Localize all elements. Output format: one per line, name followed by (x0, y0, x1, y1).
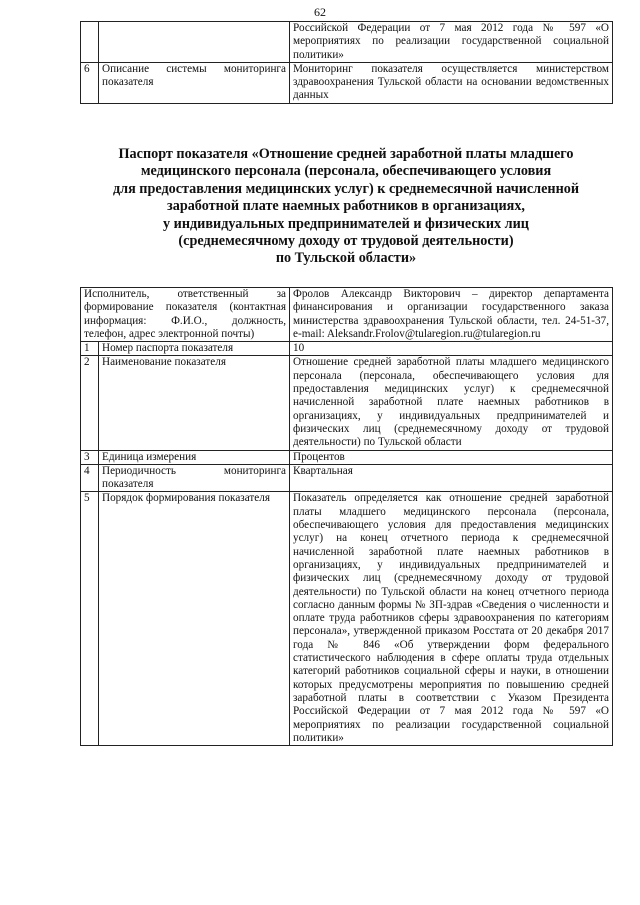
row-label: Описание системы мониторинга показателя (99, 62, 290, 103)
row-number: 2 (81, 356, 99, 450)
title-line: Паспорт показателя «Отношение средней заработной платы младшего (118, 146, 574, 162)
row-number: 4 (81, 464, 99, 492)
table-row (81, 464, 613, 492)
table-row (81, 356, 613, 450)
table-row (81, 450, 613, 464)
row-label (99, 22, 290, 63)
passport-table (80, 287, 613, 746)
row-label: Периодичность мониторинга показателя (99, 464, 290, 492)
table-row (81, 62, 613, 103)
continued-table (80, 21, 613, 104)
table-row (81, 22, 613, 63)
title-line: (среднемесячному доходу от трудовой деятельности) (178, 233, 514, 250)
row-label: Порядок формирования показателя (99, 492, 290, 746)
executor-label: Исполнитель, ответственный за формирование показателя (контактная информация: Ф.И.О., должность, телефон, адрес электронной почты) (81, 288, 290, 342)
page-number: 62 (314, 5, 326, 19)
row-label: Единица измерения (99, 450, 290, 464)
table-row (81, 342, 613, 356)
title-line: медицинского персонала (персонала, обеспечивающего условия (140, 163, 552, 180)
row-value: Отношение средней заработной платы младшего медицинского персонала (персонала, обеспечивающего условия для предоставления медицинских услуг) к среднемесячной начисленной заработной плате наемных работников в организациях, у индивидуальных предпринимателей и физических лиц (среднемесячному доходу от трудовой деятельности) по Тульской области (290, 356, 613, 450)
passport-title (80, 146, 612, 268)
row-value: 10 (290, 342, 613, 356)
row-value: Процентов (290, 450, 613, 464)
title-line: для предоставления медицинских услуг) к среднемесячной начисленной (112, 180, 580, 197)
row-number: 6 (81, 62, 99, 103)
row-value: Квартальная (290, 464, 613, 492)
table-row-executor (81, 288, 613, 342)
title-line: заработной плате наемных работников в организациях, (167, 198, 525, 215)
row-value: Показатель определяется как отношение средней заработной платы младшего медицинского персонала (персонала, обеспечивающего условия для предоставления медицинских услуг) на конец отчетного периода к среднемесячной начисленной заработной плате наемных работников в организациях, у индивидуальных предпринимателей и физических лиц (среднемесячному доходу от трудовой деятельности) по Тульской области на конец отчетного периода согласно данным формы № ЗП-здрав «Сведения о численности и оплате труда работников сферы здравоохранения по категориям персонала», утвержденной приказом Росстата от 20 декабря 2017 года № 846 «Об утверждении форм федерального статистического наблюдения в сфере оплаты труда отдельных категорий работников социальной сферы и науки, в отношении которых предусмотрены мероприятия по повышению средней заработной платы в соответствии с Указом Президента Российской Федерации от 7 мая 2012 года № 597 «О мероприятиях по реализации государственной социальной политики» (290, 492, 613, 746)
row-value: Российской Федерации от 7 мая 2012 года № 597 «О мероприятиях по реализации государственной социальной политики» (290, 22, 613, 63)
row-number: 3 (81, 450, 99, 464)
row-value: Мониторинг показателя осуществляется министерством здравоохранения Тульской области на основании ведомственных данных (290, 62, 613, 103)
executor-value: Фролов Александр Викторович – директор департамента финансирования и организации государственного заказа министерства здравоохранения Тульской области, тел. 24-51-37, e-mail: Aleksandr.Frolov@tularegion.ru@tularegion.ru (290, 288, 613, 342)
row-label: Номер паспорта показателя (99, 342, 290, 356)
row-label: Наименование показателя (99, 356, 290, 450)
row-number (81, 22, 99, 63)
table-row (81, 492, 613, 746)
row-number: 1 (81, 342, 99, 356)
title-line: у индивидуальных предпринимателей и физических лиц (163, 215, 529, 232)
title-line: по Тульской области» (275, 250, 417, 267)
row-number: 5 (81, 492, 99, 746)
